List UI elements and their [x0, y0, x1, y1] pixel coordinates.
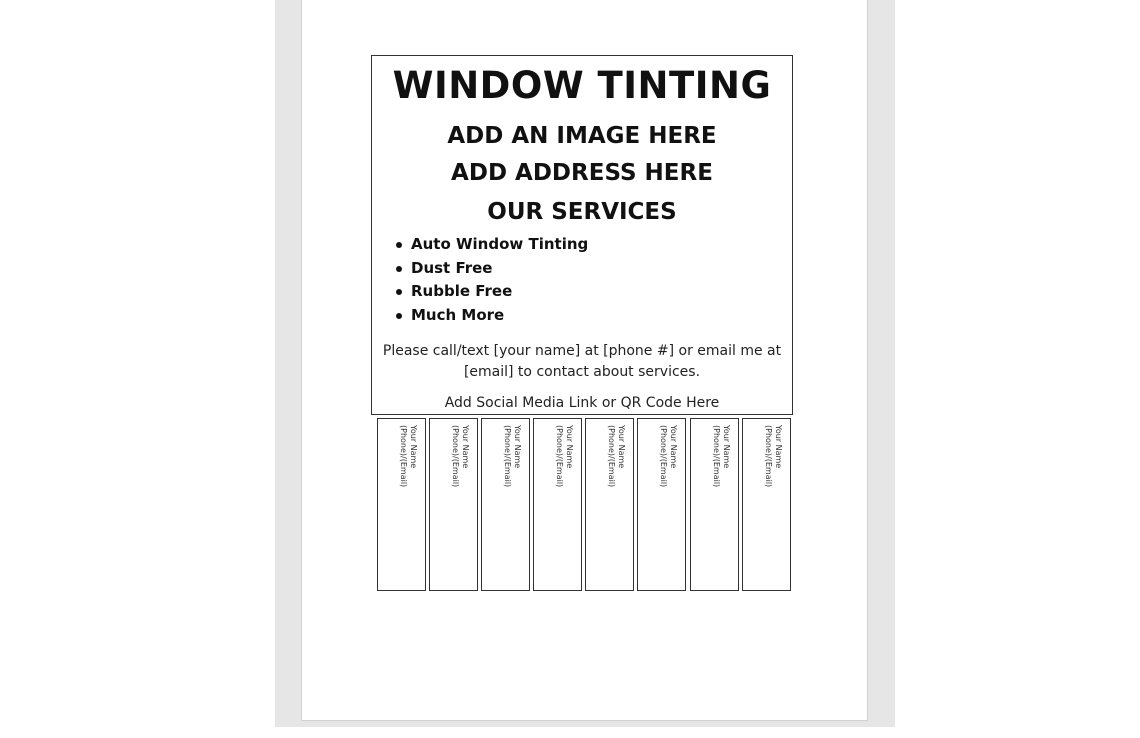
tab-name: Your Name: [774, 425, 783, 469]
tear-off-tab: [377, 418, 426, 591]
tab-contact: (Phone)/(Email): [764, 425, 773, 488]
contact-line: [email] to contact about services.: [463, 364, 701, 380]
tab-name: Your Name: [617, 425, 626, 469]
flyer-box: [371, 55, 793, 415]
tear-off-tab: [742, 418, 791, 591]
service-item: Auto Window Tinting: [394, 233, 588, 257]
tab-contact: (Phone)/(Email): [555, 425, 564, 488]
contact-text: [382, 341, 782, 383]
tab-contact: (Phone)/(Email): [607, 425, 616, 488]
tab-name: Your Name: [461, 425, 470, 469]
contact-line: Please call/text [your name] at [phone #] or email me at: [382, 343, 782, 359]
tear-off-tab: [585, 418, 634, 591]
services-heading: OUR SERVICES: [487, 199, 677, 225]
tab-contact: (Phone)/(Email): [659, 425, 668, 488]
flyer-title: WINDOW TINTING: [392, 64, 772, 107]
service-item: Much More: [394, 304, 588, 328]
tab-name: Your Name: [409, 425, 418, 469]
tab-contact: (Phone)/(Email): [503, 425, 512, 488]
tab-contact: (Phone)/(Email): [451, 425, 460, 488]
tear-off-tab: [533, 418, 582, 591]
tab-name: Your Name: [669, 425, 678, 469]
tear-off-tab: [481, 418, 530, 591]
services-list: [394, 233, 588, 327]
image-placeholder: ADD AN IMAGE HERE: [447, 123, 717, 149]
service-item: Rubble Free: [394, 280, 588, 304]
tab-name: Your Name: [513, 425, 522, 469]
tear-off-tab: [429, 418, 478, 591]
tear-off-tab: [690, 418, 739, 591]
tab-name: Your Name: [565, 425, 574, 469]
tab-contact: (Phone)/(Email): [712, 425, 721, 488]
social-link-placeholder: Add Social Media Link or QR Code Here: [444, 395, 720, 411]
tab-name: Your Name: [722, 425, 731, 469]
address-placeholder: ADD ADDRESS HERE: [451, 160, 713, 186]
tab-contact: (Phone)/(Email): [399, 425, 408, 488]
tear-off-tab: [637, 418, 686, 591]
service-item: Dust Free: [394, 257, 588, 281]
tear-off-tabs: [377, 418, 793, 592]
